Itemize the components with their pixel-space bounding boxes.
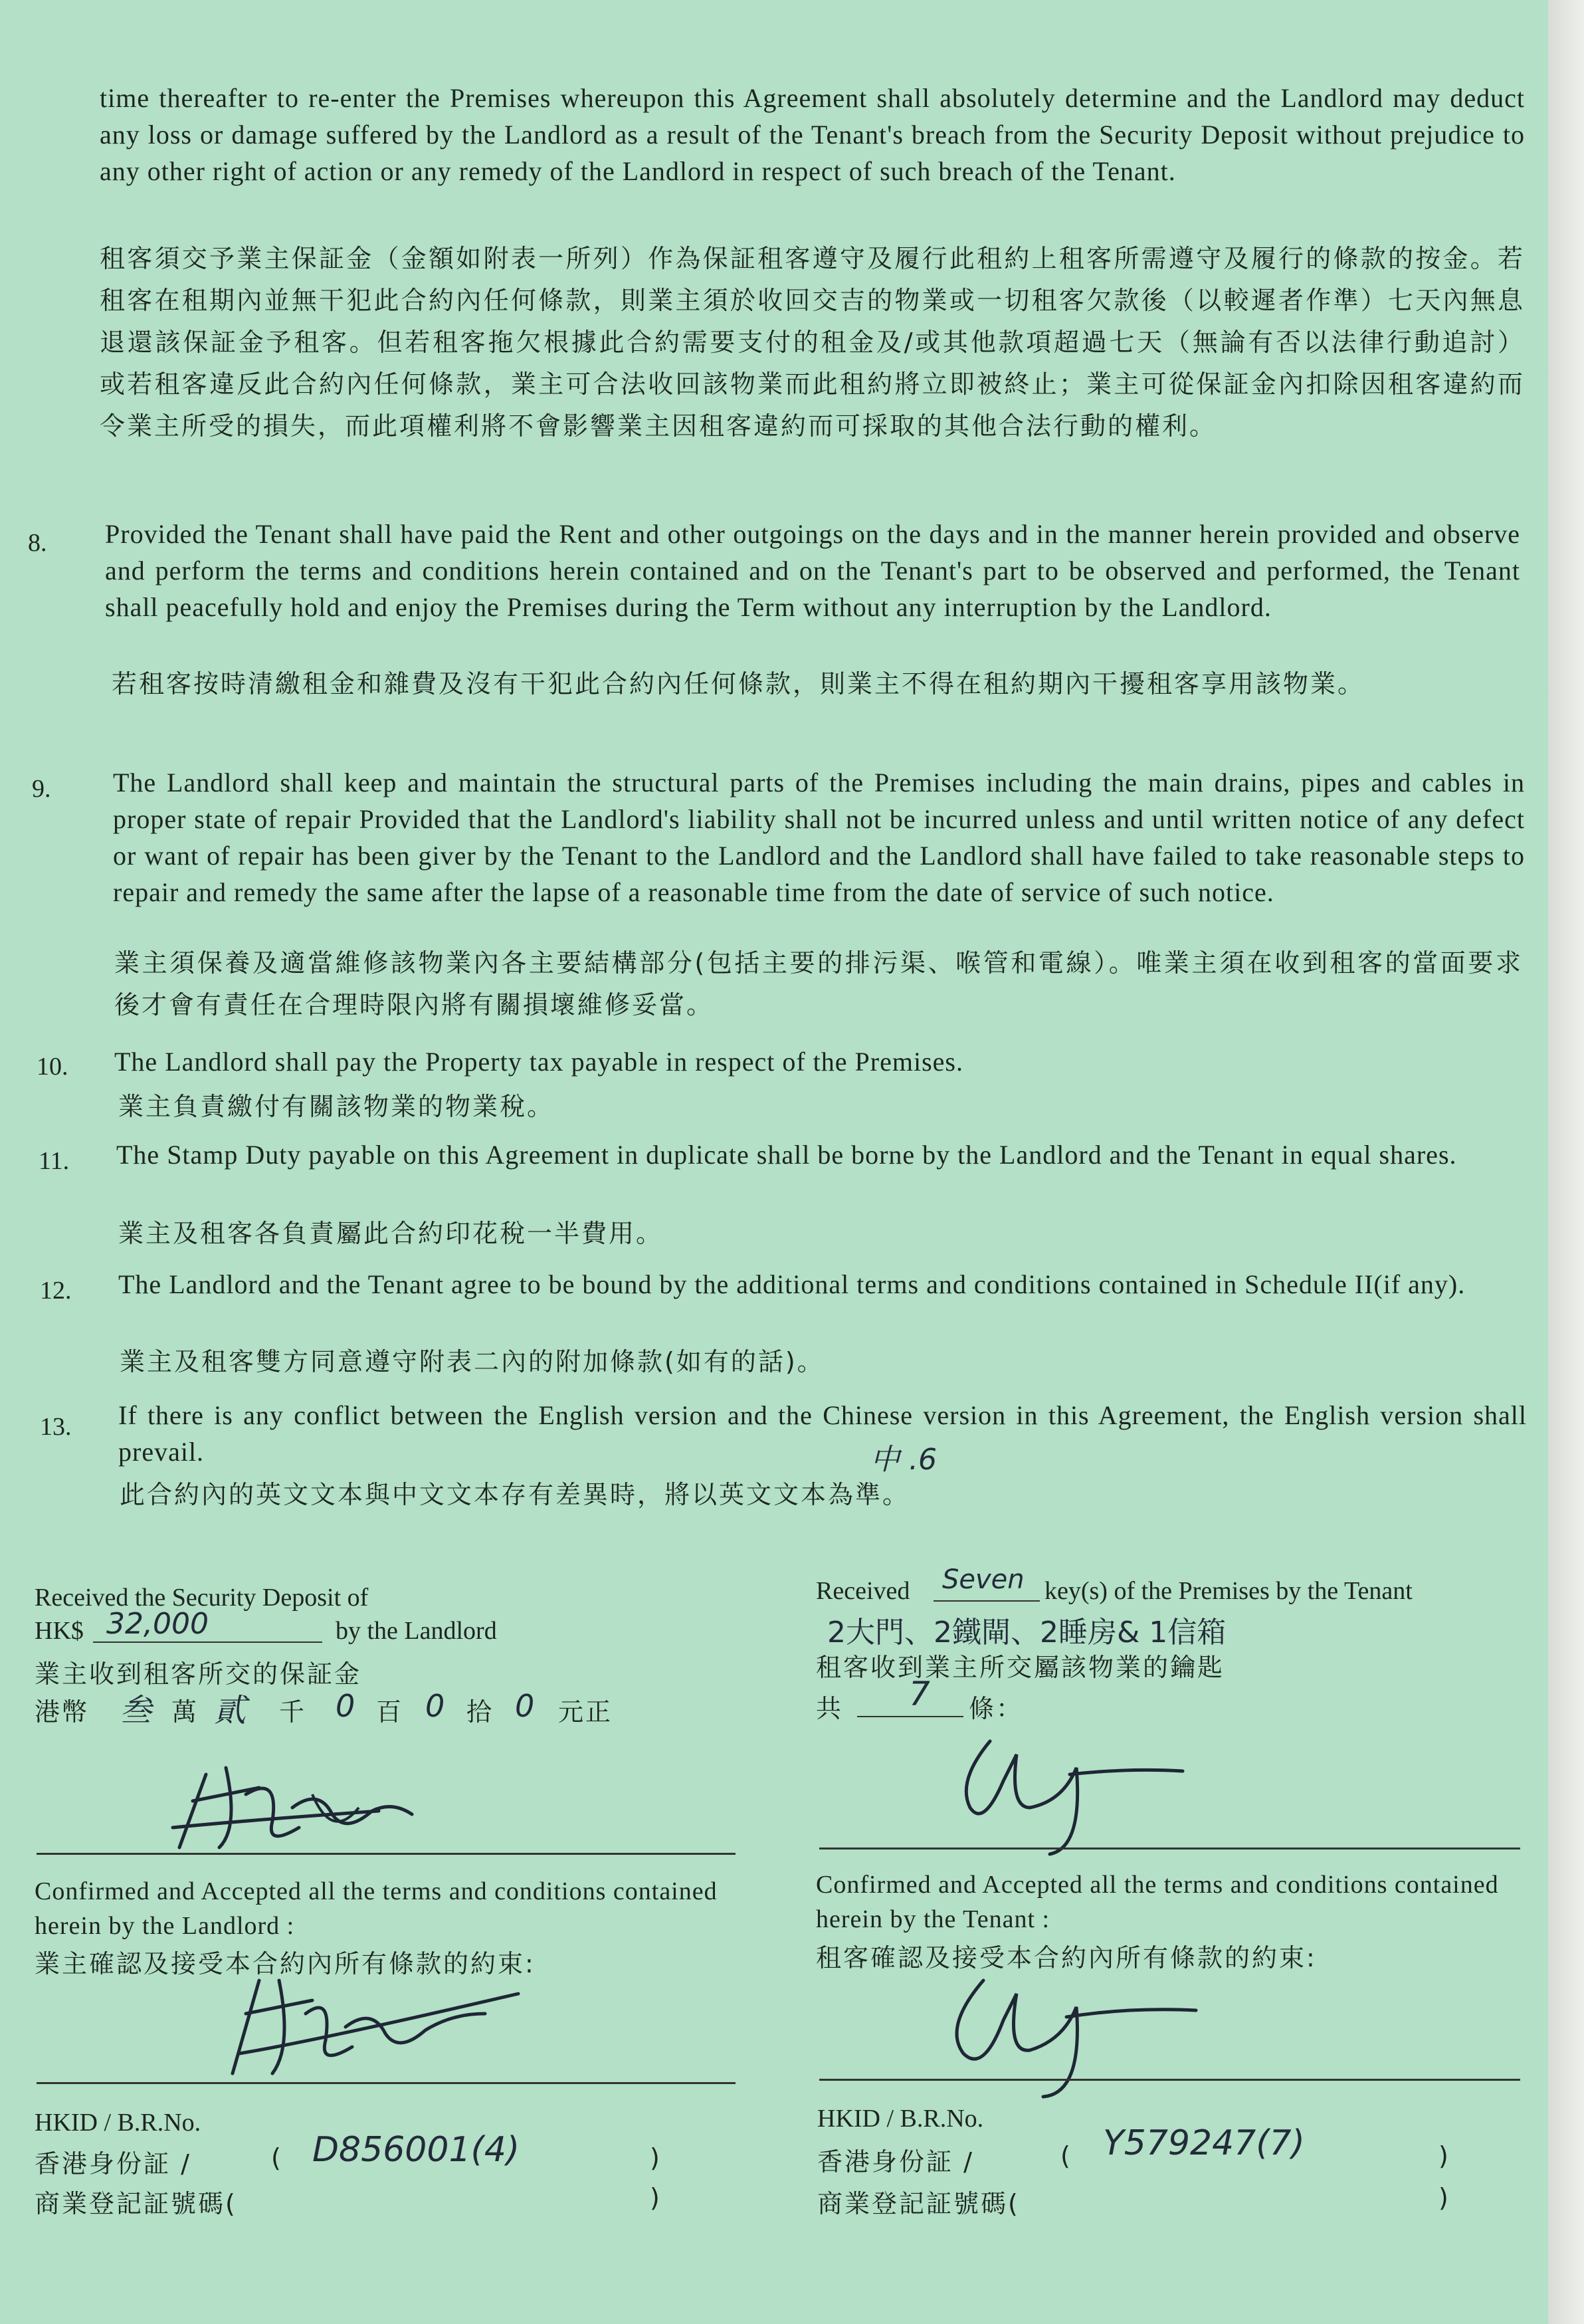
- deposit-line: Received the Security Deposit of: [35, 1584, 369, 1612]
- clause-number: 9.: [32, 775, 51, 803]
- clause-number: 12.: [40, 1277, 72, 1305]
- intro-chinese: 租客須交予業主保証金（金額如附表一所列）作為保証租客遵守及履行此租約上租客所需遵守及履行的條款的按金。若租客在租期內並無干犯此合約內任何條款，則業主須於收回交吉的物業或一切租客欠款後（以較遲者作準）七天內無息退還該保証金予租客。但若租客拖欠根據此合約需要支付的租金及/或其他款項超過七天（無論有否以法律行動追討）或若租客違反此合約內任何條款，業主可合法收回該物業而此租約將立即被終止；業主可從保証金內扣除因租客違約而令業主所受的損失，而此項權利將不會影響業主因租客違約而可採取的其他合法行動的權利。: [100, 244, 1525, 441]
- tenant-receipt-signature: [930, 1728, 1236, 1861]
- clause-12-english: The Landlord and the Tenant agree to be bound by the additional terms and conditions contained in Schedule II(if any).: [118, 1269, 1466, 1299]
- keys-count-handwritten: Seven: [942, 1564, 1025, 1595]
- deposit-tens-handwritten: 0: [425, 1688, 445, 1724]
- clause-13-chinese: 此合約內的英文文本與中文文本存有差異時，將以英文文本為準。: [120, 1480, 910, 1509]
- clause-number: 10.: [37, 1053, 68, 1081]
- clause-8-chinese: 若租客按時清繳租金和雜費及沒有干犯此合約內任何條款，則業主不得在租約期內干擾租客享用該物業。: [112, 669, 1365, 698]
- deposit-thousands-handwritten: 貳: [214, 1692, 247, 1729]
- deposit-unit-hundred: 百: [376, 1697, 404, 1727]
- keys-count-line: [934, 1600, 1040, 1602]
- keys-unit-label: 條：: [969, 1694, 1024, 1723]
- tenant-receipt-signature-line: [819, 1848, 1520, 1849]
- landlord-receipt-signature-line: [37, 1853, 736, 1855]
- clause-number: 8.: [28, 529, 47, 557]
- page-edge: [1548, 0, 1584, 2324]
- tenant-hkid-open-paren: (: [1060, 2141, 1072, 2170]
- deposit-hk-prefix: HK$: [35, 1617, 84, 1645]
- landlord-br-chinese: 商業登記証號碼(: [35, 2189, 237, 2218]
- deposit-unit-wan: 萬: [171, 1697, 199, 1727]
- landlord-hkid-open-paren: (: [271, 2143, 283, 2172]
- keys-items-handwritten: 2大門、2鐵閘、2睡房& 1信箱: [827, 1616, 1227, 1649]
- clause-12-chinese: 業主及租客雙方同意遵守附表二內的附加條款(如有的話)。: [120, 1347, 825, 1376]
- clause-9-english: The Landlord shall keep and maintain the structural parts of the Premises including the main drains, pipes and cables in proper state of repair Provided that the Landlord's liability shall not be incurred unless and until written notice of any defect or want of repair has been giver by the Tenant to the Landlord and the Landlord shall have failed to take reasonable steps to repair and remedy the same after the lapse of a reasonable time from the date of service of such notice.: [113, 768, 1525, 907]
- keys-prefix: Received: [816, 1577, 910, 1605]
- tenant-confirm-english: Confirmed and Accepted all the terms and conditions contained herein by the Tenant :: [816, 1871, 1499, 1933]
- tenant-hkid-chinese: 香港身份証 /: [817, 2147, 974, 2176]
- landlord-confirm-english: Confirmed and Accepted all the terms and conditions contained herein by the Landlord :: [35, 1877, 718, 1940]
- deposit-tens-of-thousands-handwritten: 叁: [120, 1692, 152, 1729]
- keys-chinese-line: 租客收到業主所交屬該物業的鑰匙: [816, 1653, 1225, 1682]
- deposit-amount-handwritten: 32,000: [106, 1607, 209, 1641]
- clause-number: 11.: [39, 1147, 70, 1175]
- deposit-unit-dollar: 元正: [558, 1697, 613, 1727]
- landlord-hkid-close-paren: ): [650, 2143, 662, 2172]
- deposit-hundreds-handwritten: 0: [336, 1688, 355, 1724]
- keys-suffix: key(s) of the Premises by the Tenant: [1044, 1577, 1413, 1605]
- clause-number: 13.: [40, 1413, 72, 1441]
- landlord-confirm-chinese: 業主確認及接受本合約內所有條款的約束:: [35, 1949, 536, 1978]
- landlord-confirm-signature: [219, 1967, 538, 2087]
- deposit-currency-label: 港幣: [35, 1697, 90, 1727]
- deposit-by-landlord: by the Landlord: [336, 1617, 497, 1645]
- keys-count-number-handwritten: 7: [909, 1675, 930, 1713]
- landlord-confirm-signature-line: [37, 2082, 736, 2084]
- deposit-unit-ten: 拾: [466, 1697, 494, 1727]
- landlord-br-close-paren: ): [650, 2183, 662, 2212]
- deposit-amount-line: [93, 1641, 322, 1643]
- tenant-confirm-chinese: 租客確認及接受本合約內所有條款的約束:: [816, 1943, 1317, 1972]
- clause-10-english: The Landlord shall pay the Property tax payable in respect of the Premises.: [114, 1047, 963, 1077]
- landlord-hkid-number-handwritten: D856001(4): [312, 2130, 520, 2170]
- keys-total-line: [857, 1716, 963, 1717]
- handwritten-correction: 中 .6: [870, 1443, 937, 1477]
- clause-11-english: The Stamp Duty payable on this Agreement in duplicate shall be borne by the Landlord and the Tenant in equal shares.: [116, 1140, 1457, 1170]
- tenant-hkid-number-handwritten: Y579247(7): [1103, 2123, 1305, 2163]
- tenant-br-chinese: 商業登記証號碼(: [817, 2189, 1020, 2218]
- tenant-confirm-signature-line: [819, 2079, 1520, 2081]
- clause-9-chinese: 業主須保養及適當維修該物業內各主要結構部分(包括主要的排污渠、喉管和電線）。唯業主須在收到租客的當面要求後才會有責任在合理時限內將有關損壞維修妥當。: [114, 948, 1523, 1019]
- keys-total-label: 共: [816, 1694, 844, 1723]
- landlord-receipt-signature: [159, 1748, 465, 1861]
- clause-13-english: If there is any conflict between the English version and the Chinese version in this Agreement, the English version shall prevail.: [118, 1400, 1527, 1467]
- tenant-hkid-close-paren: ): [1438, 2141, 1450, 2170]
- tenant-br-close-paren: ): [1438, 2183, 1450, 2212]
- clause-10-chinese: 業主負責繳付有關該物業的物業稅。: [118, 1092, 555, 1121]
- landlord-hkid-chinese: 香港身份証 /: [35, 2149, 191, 2178]
- deposit-units-handwritten: 0: [515, 1688, 535, 1724]
- clause-8-english: Provided the Tenant shall have paid the Rent and other outgoings on the days and in the manner herein provided and observe and perform the terms and conditions herein contained and on the Tenant's part to be observed and performed, the Tenant shall peacefully hold and enjoy the Premises during the Term without any interruption by the Landlord.: [105, 519, 1520, 622]
- tenant-hkid-label: HKID / B.R.No.: [817, 2105, 984, 2133]
- deposit-chinese-line: 業主收到租客所交的保証金: [35, 1659, 362, 1689]
- deposit-unit-thousand: 千: [279, 1697, 307, 1727]
- intro-english: time thereafter to re-enter the Premises whereupon this Agreement shall absolutely determine and the Landlord may deduct any loss or damage suffered by the Landlord as a result of the Tenant's breach from the Security Deposit without prejudice to any other right of action or any remedy of the Landlord in respect of such breach of the Tenant.: [100, 83, 1525, 186]
- landlord-hkid-label: HKID / B.R.No.: [35, 2109, 201, 2137]
- clause-11-chinese: 業主及租客各負責屬此合約印花稅一半費用。: [118, 1219, 664, 1248]
